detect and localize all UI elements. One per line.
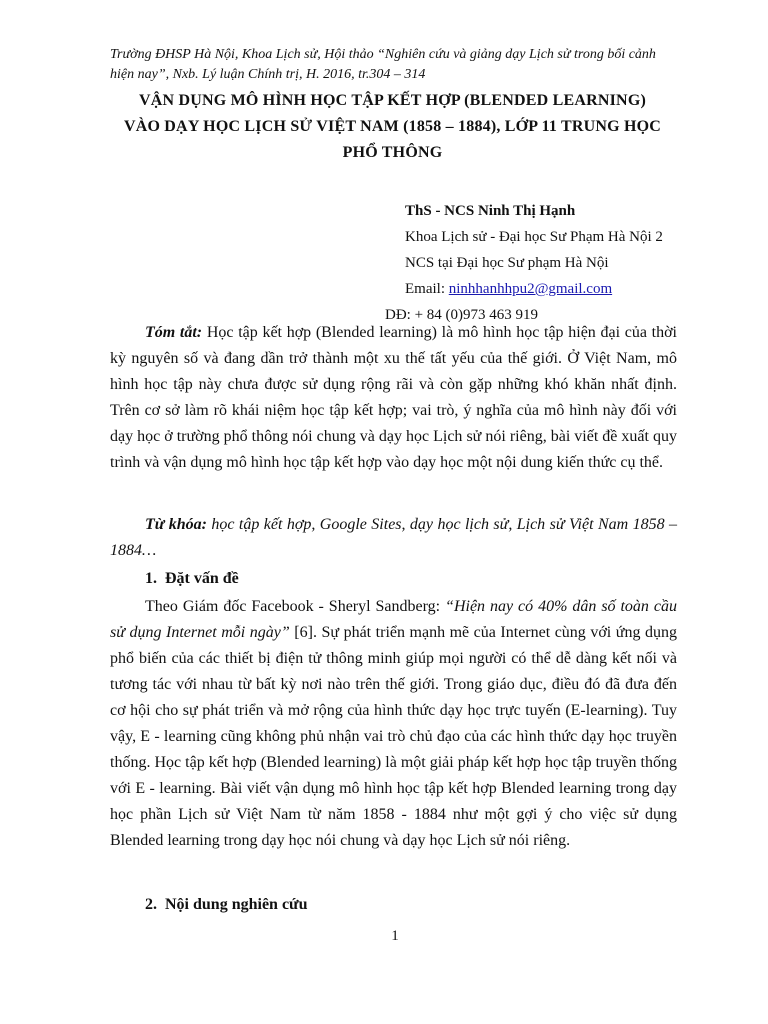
email-label: Email: bbox=[405, 281, 449, 297]
author-affiliation-1: Khoa Lịch sử - Đại học Sư Phạm Hà Nội 2 bbox=[405, 229, 663, 245]
section-2-number: 2. bbox=[145, 896, 157, 913]
section-1-heading bbox=[145, 566, 239, 592]
section-1-title: Đặt vấn đề bbox=[165, 570, 239, 587]
abstract-label: Tóm tắt: bbox=[145, 324, 203, 341]
keywords-text: học tập kết hợp, Google Sites, dạy học lịch sử, Lịch sử Việt Nam 1858 – 1884… bbox=[110, 516, 677, 559]
section-1-number: 1. bbox=[145, 570, 157, 587]
page-number: 1 bbox=[391, 928, 399, 944]
title-line-1: VẬN DỤNG MÔ HÌNH HỌC TẬP KẾT HỢP (BLENDED LEARNING) bbox=[139, 92, 646, 109]
author-affiliation-2: NCS tại Đại học Sư phạm Hà Nội bbox=[405, 255, 609, 271]
title-line-2: VÀO DẠY HỌC LỊCH SỬ VIỆT NAM (1858 – 1884), LỚP 11 TRUNG HỌC bbox=[123, 118, 662, 135]
paper-title bbox=[95, 88, 690, 166]
author-email-line bbox=[405, 276, 705, 302]
section-1-body: [6]. Sự phát triển mạnh mẽ của Internet cùng với ứng dụng phổ biến của các thiết bị điện tử thông minh giúp mọi người có thể dễ dàng kết nối và tương tác với nhau từ bất kỳ nơi nào trên thế giới. Trong giáo dục, điều đó đã đưa đến cơ hội cho sự phát triển và mở rộng của hình thức dạy học trực tuyến (E-learning). Tuy vậy, E - learning cũng không phủ nhận vai trò chủ đạo của các hình thức dạy học truyền thống. Học tập kết hợp (Blended learning) là một giải pháp kết hợp học tập truyền thống với E - learning. Bài viết vận dụng mô hình học tập kết hợp Blended learning trong dạy học phần Lịch sử Việt Nam từ năm 1858 - 1884 như một gợi ý cho việc sử dụng Blended learning trong dạy học nói chung và dạy học Lịch sử nói riêng. bbox=[110, 624, 677, 849]
keywords-label: Từ khóa: bbox=[145, 516, 207, 533]
abstract-paragraph bbox=[110, 320, 677, 476]
email-link[interactable]: ninhhanhhpu2@gmail.com bbox=[448, 281, 613, 297]
section-2-title: Nội dung nghiên cứu bbox=[165, 896, 308, 913]
author-block bbox=[385, 198, 705, 328]
section-2-heading bbox=[145, 892, 308, 918]
author-phone: DĐ: + 84 (0)973 463 919 bbox=[385, 307, 539, 323]
section-1-lead: Theo Giám đốc Facebook - Sheryl Sandberg: bbox=[145, 598, 446, 615]
source-citation: Trường ĐHSP Hà Nội, Khoa Lịch sử, Hội thảo “Nghiên cứu và giảng dạy Lịch sử trong bối cảnh hiện nay”, Nxb. Lý luận Chính trị, H. 2016, tr.304 – 314 bbox=[110, 47, 656, 82]
title-line-3: PHỔ THÔNG bbox=[342, 144, 443, 161]
author-name: ThS - NCS Ninh Thị Hạnh bbox=[405, 203, 576, 219]
keywords-paragraph bbox=[110, 512, 677, 564]
section-1-quote: “Hiện nay có 40% dân số toàn cầu sử dụng Internet mỗi ngày” bbox=[110, 598, 677, 641]
abstract-text: Học tập kết hợp (Blended learning) là mô hình học tập hiện đại của thời kỳ nguyên số và đang dần trở thành một xu thế tất yếu của thế giới. Ở Việt Nam, mô hình học tập này chưa được sử dụng rộng rãi và còn gặp những khó khăn nhất định. Trên cơ sở làm rõ khái niệm học tập kết hợp; vai trò, ý nghĩa của mô hình này đối với dạy học ở trường phổ thông nói chung và dạy học Lịch sử nói riêng, bài viết đề xuất quy trình và vận dụng mô hình học tập kết hợp vào dạy học một nội dung kiến thức cụ thể. bbox=[110, 324, 678, 471]
section-1-paragraph bbox=[110, 594, 677, 854]
